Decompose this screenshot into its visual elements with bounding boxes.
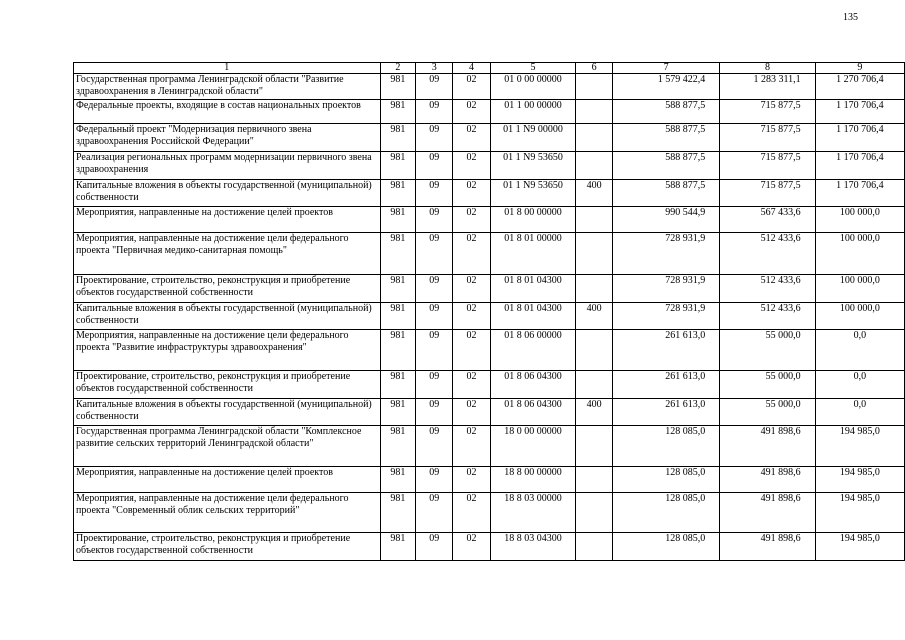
cell-c9: 1 170 706,4 bbox=[815, 180, 904, 207]
table-row bbox=[74, 207, 905, 233]
header-cell: 7 bbox=[613, 63, 720, 74]
cell-c7: 261 613,0 bbox=[613, 371, 720, 399]
table-row bbox=[74, 371, 905, 399]
row-name-cell: Проектирование, строительство, реконструкция и приобретение объектов государственной собственности bbox=[74, 371, 381, 399]
cell-c2: 981 bbox=[380, 180, 416, 207]
cell-c4: 02 bbox=[453, 124, 491, 152]
header-cell: 8 bbox=[720, 63, 815, 74]
cell-c9: 100 000,0 bbox=[815, 275, 904, 303]
cell-c5: 01 8 06 00000 bbox=[490, 330, 575, 371]
cell-c6 bbox=[576, 207, 613, 233]
cell-c6 bbox=[576, 233, 613, 275]
cell-c6 bbox=[576, 371, 613, 399]
row-name-cell: Проектирование, строительство, реконструкция и приобретение объектов государственной собственности bbox=[74, 275, 381, 303]
cell-c4: 02 bbox=[453, 100, 491, 124]
cell-c8: 491 898,6 bbox=[720, 467, 815, 493]
cell-c7: 261 613,0 bbox=[613, 330, 720, 371]
cell-c9: 1 170 706,4 bbox=[815, 152, 904, 180]
table-body bbox=[74, 63, 905, 561]
cell-c3: 09 bbox=[416, 399, 453, 426]
cell-c4: 02 bbox=[453, 180, 491, 207]
header-cell: 3 bbox=[416, 63, 453, 74]
cell-c9: 194 985,0 bbox=[815, 533, 904, 561]
cell-c8: 567 433,6 bbox=[720, 207, 815, 233]
cell-c2: 981 bbox=[380, 399, 416, 426]
cell-c3: 09 bbox=[416, 180, 453, 207]
cell-c3: 09 bbox=[416, 426, 453, 467]
table-row bbox=[74, 233, 905, 275]
cell-c7: 728 931,9 bbox=[613, 303, 720, 330]
cell-c5: 01 8 01 04300 bbox=[490, 303, 575, 330]
cell-c6 bbox=[576, 533, 613, 561]
header-cell: 9 bbox=[815, 63, 904, 74]
table-row bbox=[74, 100, 905, 124]
row-name-cell: Капитальные вложения в объекты государственной (муниципальной) собственности bbox=[74, 180, 381, 207]
cell-c8: 512 433,6 bbox=[720, 303, 815, 330]
cell-c2: 981 bbox=[380, 426, 416, 467]
cell-c5: 01 8 00 00000 bbox=[490, 207, 575, 233]
cell-c4: 02 bbox=[453, 233, 491, 275]
cell-c3: 09 bbox=[416, 371, 453, 399]
cell-c5: 18 0 00 00000 bbox=[490, 426, 575, 467]
cell-c3: 09 bbox=[416, 124, 453, 152]
cell-c5: 18 8 03 04300 bbox=[490, 533, 575, 561]
cell-c9: 0,0 bbox=[815, 371, 904, 399]
table-row bbox=[74, 533, 905, 561]
header-cell: 2 bbox=[380, 63, 416, 74]
cell-c8: 715 877,5 bbox=[720, 152, 815, 180]
cell-c6 bbox=[576, 74, 613, 100]
cell-c2: 981 bbox=[380, 233, 416, 275]
cell-c4: 02 bbox=[453, 275, 491, 303]
cell-c6: 400 bbox=[576, 303, 613, 330]
table-row bbox=[74, 426, 905, 467]
row-name-cell: Мероприятия, направленные на достижение цели федерального проекта "Развитие инфраструктуры здравоохранения" bbox=[74, 330, 381, 371]
cell-c8: 55 000,0 bbox=[720, 330, 815, 371]
cell-c6: 400 bbox=[576, 399, 613, 426]
cell-c2: 981 bbox=[380, 207, 416, 233]
row-name-cell: Федеральные проекты, входящие в состав национальных проектов bbox=[74, 100, 381, 124]
cell-c4: 02 bbox=[453, 399, 491, 426]
cell-c4: 02 bbox=[453, 533, 491, 561]
cell-c5: 01 1 N9 00000 bbox=[490, 124, 575, 152]
cell-c7: 588 877,5 bbox=[613, 100, 720, 124]
table-row bbox=[74, 124, 905, 152]
cell-c6 bbox=[576, 493, 613, 533]
cell-c4: 02 bbox=[453, 207, 491, 233]
cell-c9: 100 000,0 bbox=[815, 207, 904, 233]
cell-c6 bbox=[576, 152, 613, 180]
header-cell: 6 bbox=[576, 63, 613, 74]
cell-c8: 55 000,0 bbox=[720, 371, 815, 399]
cell-c4: 02 bbox=[453, 426, 491, 467]
cell-c5: 01 1 N9 53650 bbox=[490, 180, 575, 207]
table-row bbox=[74, 74, 905, 100]
cell-c2: 981 bbox=[380, 467, 416, 493]
table-row bbox=[74, 493, 905, 533]
cell-c7: 128 085,0 bbox=[613, 426, 720, 467]
cell-c6: 400 bbox=[576, 180, 613, 207]
cell-c9: 100 000,0 bbox=[815, 303, 904, 330]
cell-c7: 128 085,0 bbox=[613, 467, 720, 493]
cell-c6 bbox=[576, 467, 613, 493]
cell-c3: 09 bbox=[416, 275, 453, 303]
cell-c3: 09 bbox=[416, 330, 453, 371]
cell-c8: 491 898,6 bbox=[720, 493, 815, 533]
cell-c9: 1 270 706,4 bbox=[815, 74, 904, 100]
cell-c7: 128 085,0 bbox=[613, 493, 720, 533]
cell-c3: 09 bbox=[416, 467, 453, 493]
cell-c8: 715 877,5 bbox=[720, 180, 815, 207]
cell-c3: 09 bbox=[416, 74, 453, 100]
header-cell: 5 bbox=[490, 63, 575, 74]
cell-c4: 02 bbox=[453, 74, 491, 100]
cell-c7: 588 877,5 bbox=[613, 180, 720, 207]
cell-c5: 01 8 01 04300 bbox=[490, 275, 575, 303]
cell-c4: 02 bbox=[453, 303, 491, 330]
row-name-cell: Капитальные вложения в объекты государственной (муниципальной) собственности bbox=[74, 399, 381, 426]
row-name-cell: Мероприятия, направленные на достижение цели федерального проекта "Современный облик сельских территорий" bbox=[74, 493, 381, 533]
table-header-row bbox=[74, 63, 905, 74]
cell-c8: 512 433,6 bbox=[720, 275, 815, 303]
cell-c5: 01 8 06 04300 bbox=[490, 371, 575, 399]
cell-c5: 01 8 01 00000 bbox=[490, 233, 575, 275]
cell-c5: 01 8 06 04300 bbox=[490, 399, 575, 426]
row-name-cell: Мероприятия, направленные на достижение целей проектов bbox=[74, 467, 381, 493]
cell-c8: 491 898,6 bbox=[720, 426, 815, 467]
table-row bbox=[74, 467, 905, 493]
cell-c9: 0,0 bbox=[815, 399, 904, 426]
cell-c2: 981 bbox=[380, 303, 416, 330]
cell-c2: 981 bbox=[380, 533, 416, 561]
cell-c6 bbox=[576, 330, 613, 371]
budget-table bbox=[73, 62, 905, 561]
cell-c4: 02 bbox=[453, 330, 491, 371]
cell-c7: 261 613,0 bbox=[613, 399, 720, 426]
header-cell: 1 bbox=[74, 63, 381, 74]
cell-c3: 09 bbox=[416, 233, 453, 275]
cell-c2: 981 bbox=[380, 371, 416, 399]
cell-c3: 09 bbox=[416, 493, 453, 533]
cell-c6 bbox=[576, 275, 613, 303]
cell-c3: 09 bbox=[416, 303, 453, 330]
cell-c6 bbox=[576, 426, 613, 467]
table-row bbox=[74, 180, 905, 207]
cell-c3: 09 bbox=[416, 207, 453, 233]
cell-c8: 512 433,6 bbox=[720, 233, 815, 275]
cell-c7: 588 877,5 bbox=[613, 124, 720, 152]
cell-c8: 1 283 311,1 bbox=[720, 74, 815, 100]
header-cell: 4 bbox=[453, 63, 491, 74]
cell-c2: 981 bbox=[380, 493, 416, 533]
row-name-cell: Капитальные вложения в объекты государственной (муниципальной) собственности bbox=[74, 303, 381, 330]
table-row bbox=[74, 152, 905, 180]
cell-c9: 100 000,0 bbox=[815, 233, 904, 275]
row-name-cell: Государственная программа Ленинградской области "Комплексное развитие сельских территорий Ленинградской области" bbox=[74, 426, 381, 467]
row-name-cell: Государственная программа Ленинградской области "Развитие здравоохранения в Ленинградской области" bbox=[74, 74, 381, 100]
cell-c7: 128 085,0 bbox=[613, 533, 720, 561]
row-name-cell: Мероприятия, направленные на достижение целей проектов bbox=[74, 207, 381, 233]
cell-c2: 981 bbox=[380, 330, 416, 371]
cell-c9: 194 985,0 bbox=[815, 426, 904, 467]
cell-c5: 18 8 03 00000 bbox=[490, 493, 575, 533]
cell-c2: 981 bbox=[380, 100, 416, 124]
table-row bbox=[74, 330, 905, 371]
cell-c7: 728 931,9 bbox=[613, 233, 720, 275]
cell-c2: 981 bbox=[380, 275, 416, 303]
cell-c7: 588 877,5 bbox=[613, 152, 720, 180]
table-row bbox=[74, 275, 905, 303]
page-number: 135 bbox=[843, 12, 858, 23]
cell-c8: 715 877,5 bbox=[720, 100, 815, 124]
cell-c5: 01 1 N9 53650 bbox=[490, 152, 575, 180]
cell-c9: 194 985,0 bbox=[815, 493, 904, 533]
row-name-cell: Федеральный проект "Модернизация первичного звена здравоохранения Российской Федерации" bbox=[74, 124, 381, 152]
row-name-cell: Проектирование, строительство, реконструкция и приобретение объектов государственной собственности bbox=[74, 533, 381, 561]
cell-c5: 01 1 00 00000 bbox=[490, 100, 575, 124]
row-name-cell: Реализация региональных программ модернизации первичного звена здравоохранения bbox=[74, 152, 381, 180]
cell-c8: 491 898,6 bbox=[720, 533, 815, 561]
cell-c9: 1 170 706,4 bbox=[815, 124, 904, 152]
cell-c3: 09 bbox=[416, 533, 453, 561]
cell-c8: 715 877,5 bbox=[720, 124, 815, 152]
row-name-cell: Мероприятия, направленные на достижение цели федерального проекта "Первичная медико-санитарная помощь" bbox=[74, 233, 381, 275]
cell-c6 bbox=[576, 100, 613, 124]
cell-c9: 194 985,0 bbox=[815, 467, 904, 493]
cell-c8: 55 000,0 bbox=[720, 399, 815, 426]
cell-c3: 09 bbox=[416, 152, 453, 180]
cell-c7: 990 544,9 bbox=[613, 207, 720, 233]
cell-c9: 0,0 bbox=[815, 330, 904, 371]
cell-c3: 09 bbox=[416, 100, 453, 124]
cell-c4: 02 bbox=[453, 371, 491, 399]
cell-c2: 981 bbox=[380, 74, 416, 100]
cell-c2: 981 bbox=[380, 152, 416, 180]
cell-c2: 981 bbox=[380, 124, 416, 152]
cell-c4: 02 bbox=[453, 152, 491, 180]
cell-c9: 1 170 706,4 bbox=[815, 100, 904, 124]
table-row bbox=[74, 303, 905, 330]
cell-c7: 728 931,9 bbox=[613, 275, 720, 303]
cell-c4: 02 bbox=[453, 467, 491, 493]
cell-c7: 1 579 422,4 bbox=[613, 74, 720, 100]
cell-c6 bbox=[576, 124, 613, 152]
cell-c5: 18 8 00 00000 bbox=[490, 467, 575, 493]
cell-c4: 02 bbox=[453, 493, 491, 533]
table-row bbox=[74, 399, 905, 426]
cell-c5: 01 0 00 00000 bbox=[490, 74, 575, 100]
